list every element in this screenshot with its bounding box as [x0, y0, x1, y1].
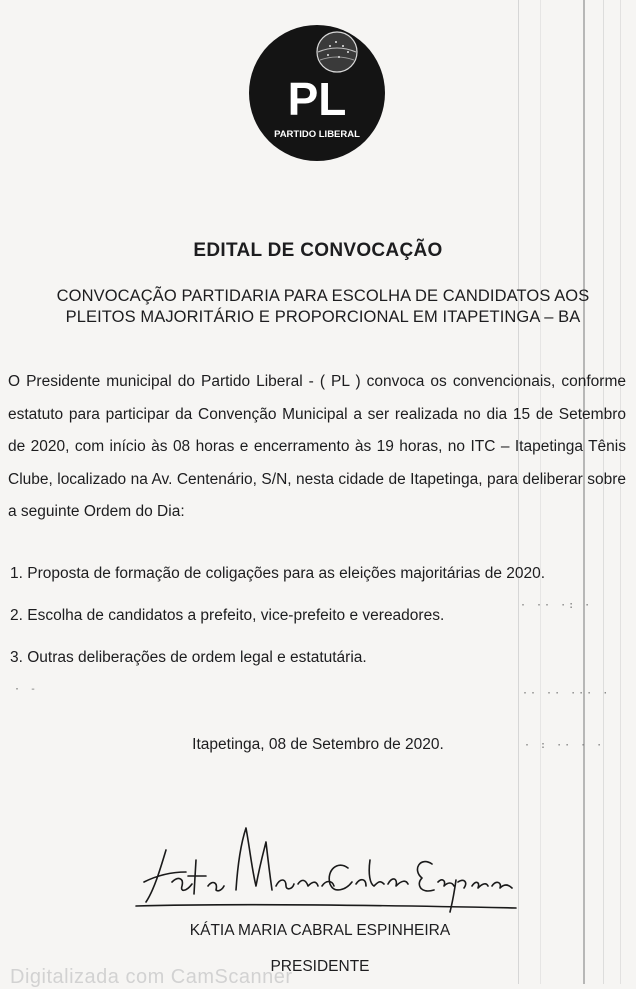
scan-artifact-dots: · ·· ·: ·	[520, 600, 593, 611]
agenda-list	[10, 561, 620, 687]
agenda-item: 3. Outras deliberações de ordem legal e estatutária.	[10, 649, 367, 666]
document-title: EDITAL DE CONVOCAÇÃO	[193, 240, 443, 261]
agenda-item: 2. Escolha de candidatos a prefeito, vice-prefeito e vereadores.	[10, 607, 445, 624]
signer-name: KÁTIA MARIA CABRAL ESPINHEIRA	[189, 922, 451, 939]
scan-artifact-dots: · -	[14, 684, 39, 695]
agenda-item: 1. Proposta de formação de coligações para as eleições majoritárias de 2020.	[10, 565, 546, 582]
signer-role: PRESIDENTE	[270, 958, 370, 975]
handwritten-signature	[126, 820, 526, 920]
scanner-watermark: Digitalizada com CamScanner	[10, 966, 293, 988]
globe-icon	[317, 32, 357, 72]
scan-artifact-dots: · : ·· · ·	[524, 740, 605, 751]
scan-artifact-dots: ·· ·· ··· ·	[522, 688, 611, 699]
subtitle-line-1: CONVOCAÇÃO PARTIDARIA PARA ESCOLHA DE CANDIDATOS AOS	[56, 287, 590, 305]
logo-caption: PARTIDO LIBERAL	[274, 129, 360, 140]
document-date: Itapetinga, 08 de Setembro de 2020.	[192, 736, 444, 753]
party-logo	[248, 24, 386, 162]
convocation-body: O Presidente municipal do Partido Liberal - ( PL ) convoca os convencionais, conforme estatuto para participar da Convenção Municipal a ser realizada no dia 15 de Setembro de 2020, com início às 08 horas e encerramento às 19 horas, no ITC – Itapetinga Tênis Clube, localizado na Av. Centenário, S/N, nesta cidade de Itapetinga, para deliberar sobre a seguinte Ordem do Dia:	[8, 373, 626, 520]
document-subtitle	[28, 286, 618, 328]
subtitle-line-2: PLEITOS MAJORITÁRIO E PROPORCIONAL EM ITAPETINGA – BA	[65, 308, 581, 326]
logo-text: PL	[287, 73, 347, 125]
